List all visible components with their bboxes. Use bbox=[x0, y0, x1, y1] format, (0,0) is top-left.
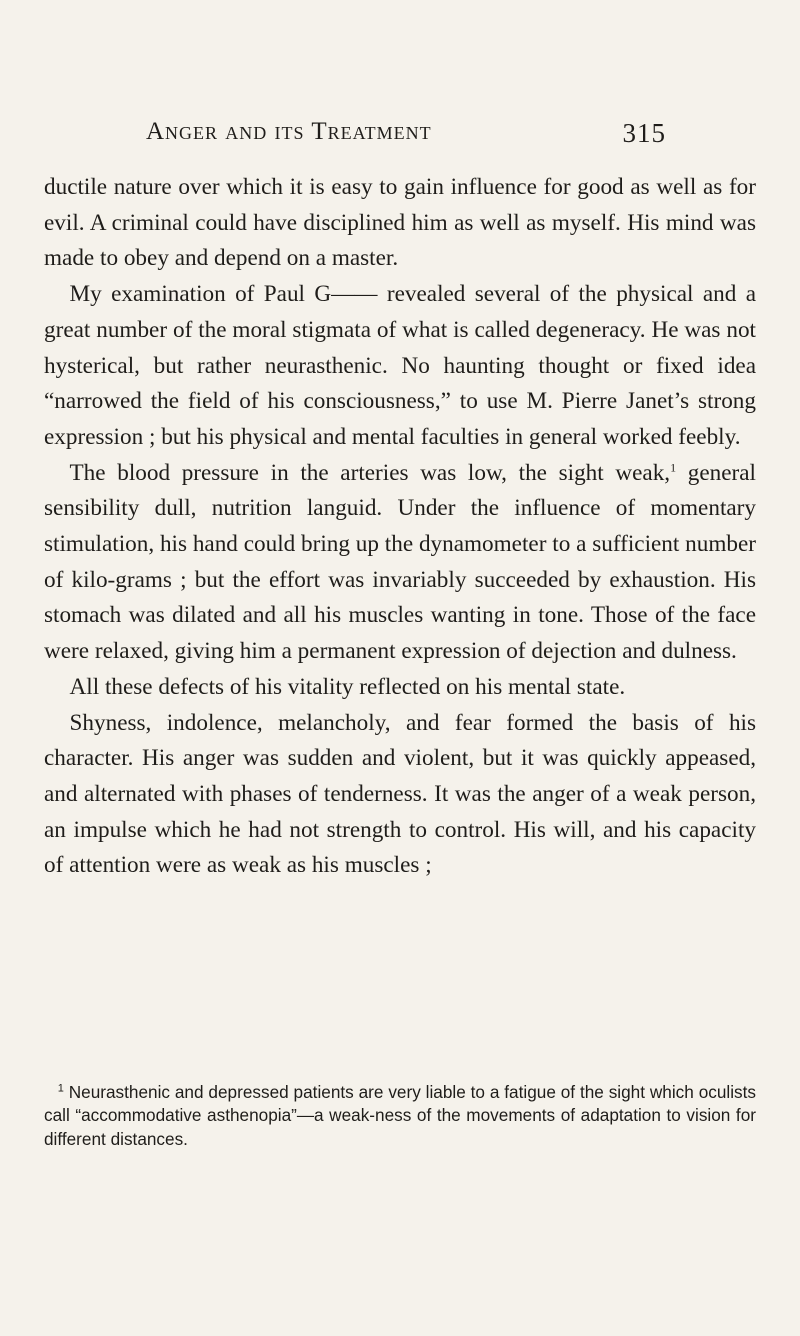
footnote-marker: 1 bbox=[57, 1082, 64, 1095]
running-head-title: Anger and its Treatment bbox=[146, 118, 432, 145]
footnote-text: Neurasthenic and depressed patients are very liable to a fatigue of the sight which oculists call “accommodative asthenopia”—a weak-ness of the movements of adaptation to vision for different distances. bbox=[44, 1082, 756, 1149]
paragraph-5: Shyness, indolence, melancholy, and fear formed the basis of his character. His anger was sudden and violent, but it was quickly appeased, and alternated with phases of tenderness. It was the anger of a weak person, an impulse which he had not strength to control. His will, and his capacity of attention were as weak as his muscles ; bbox=[44, 709, 756, 879]
paragraph-4: All these defects of his vitality reflected on his mental state. bbox=[69, 673, 626, 700]
footnote bbox=[44, 1081, 756, 1151]
paragraph-3-part-2: general sensibility dull, nutrition languid. Under the influence of momentary stimulation, his hand could bring up the dynamometer to a sufficient number of kilo-grams ; but the effort was invariably succeeded by exhaustion. His stomach was dilated and all his muscles wanting in tone. Those of the face were relaxed, giving him a permanent expression of dejection and dulness. bbox=[44, 459, 756, 665]
paragraph-3 bbox=[44, 456, 756, 670]
footnote-reference-1: 1 bbox=[670, 459, 677, 474]
paragraph-1: ductile nature over which it is easy to gain influence for good as well as for evil. A criminal could have disciplined him as well as myself. His mind was made to obey and depend on a master. bbox=[44, 174, 756, 272]
body-text bbox=[44, 170, 756, 884]
paragraph-2: My examination of Paul G—— revealed several of the physical and a great number of the moral stigmata of what is called degeneracy. He was not hysterical, but rather neurasthenic. No haunting thought or fixed idea “narrowed the field of his consciousness,” to use M. Pierre Janet’s strong expression ; but his physical and mental faculties in general worked feebly. bbox=[44, 281, 756, 450]
paragraph-3-part-1: The blood pressure in the arteries was low, the sight weak, bbox=[69, 459, 671, 486]
running-head bbox=[146, 118, 666, 164]
page-number: 315 bbox=[622, 118, 666, 148]
